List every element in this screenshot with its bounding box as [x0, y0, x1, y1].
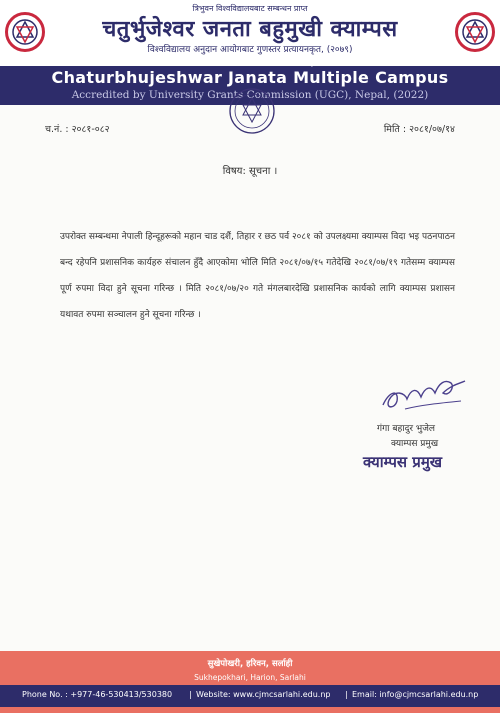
website-link[interactable]: Website: www.cjmcsarlahi.edu.np	[196, 690, 331, 699]
university-affiliation-np: त्रिभुवन विश्वविद्यालयबाट सम्बन्धन प्राप्त	[192, 4, 308, 13]
phone-number: Phone No. : +977-46-530413/530380	[22, 690, 173, 699]
signatory-name: गंगा बहादुर भुजेल	[377, 424, 436, 434]
ugc-accreditation-en: Accredited by University Grants Commission (UGC), Nepal, (2022)	[71, 89, 429, 101]
notice-body: उपरोक्त सम्बन्धमा नेपाली हिन्दूहरूको महान चाड दशैं, तिहार र छठ पर्व २०८१ को उपलक्ष्यमा क्याम्पस विदा भइ पठनपाठन बन्द रहेपनि प्रशासनिक कार्यहरु संचालन हुँदै आएकोमा भोलि मिति २०८१/०७/१५ गतेदेखि २०८१/०७/१९ गतेसम्म क्याम्पस पूर्ण रुपमा विदा हुने सूचना गरिन्छ । मिति २०८१/०७/२० गते मंगलबारदेखि प्रशासनिक कार्यको लागि क्याम्पस प्रशासन यथावत रुपमा सञ्चालन हुने सूचना गरिन्छ ।	[60, 232, 455, 320]
separator: |	[345, 690, 348, 699]
signature-icon	[375, 367, 470, 417]
campus-name-np: चतुर्भुजेश्वर जनता बहुमुखी क्याम्पस	[102, 17, 398, 42]
email-link[interactable]: Email: info@cjmcsarlahi.edu.np	[352, 690, 479, 699]
round-stamp-icon	[227, 80, 277, 138]
campus-name-en: Chaturbhujeshwar Janata Multiple Campus	[51, 68, 449, 87]
address-np: सुखेपोखरी, हरिवन, सर्लाही	[207, 659, 293, 669]
office-stamp: क्याम्पस प्रमुख	[363, 453, 443, 471]
ugc-accreditation-np: विश्वविद्यालय अनुदान आयोगबाट गुणस्तर प्रत्यायनकृत, (२०७९)	[147, 45, 353, 55]
notice-date: मिति : २०८१/०७/१४	[383, 124, 455, 135]
reference-number: च.नं. : २०८१-०८२	[45, 124, 110, 135]
notice-subject: विषय: सूचना ।	[222, 166, 278, 177]
signatory-title: क्याम्पस प्रमुख	[391, 439, 439, 449]
address-en: Sukhepokhari, Harion, Sarlahi	[194, 673, 306, 682]
university-affiliation-en: Affiliated to Tribhuvan University	[184, 58, 316, 67]
letterhead-footer	[0, 651, 500, 713]
separator: |	[189, 690, 192, 699]
contact-bar	[0, 685, 500, 707]
